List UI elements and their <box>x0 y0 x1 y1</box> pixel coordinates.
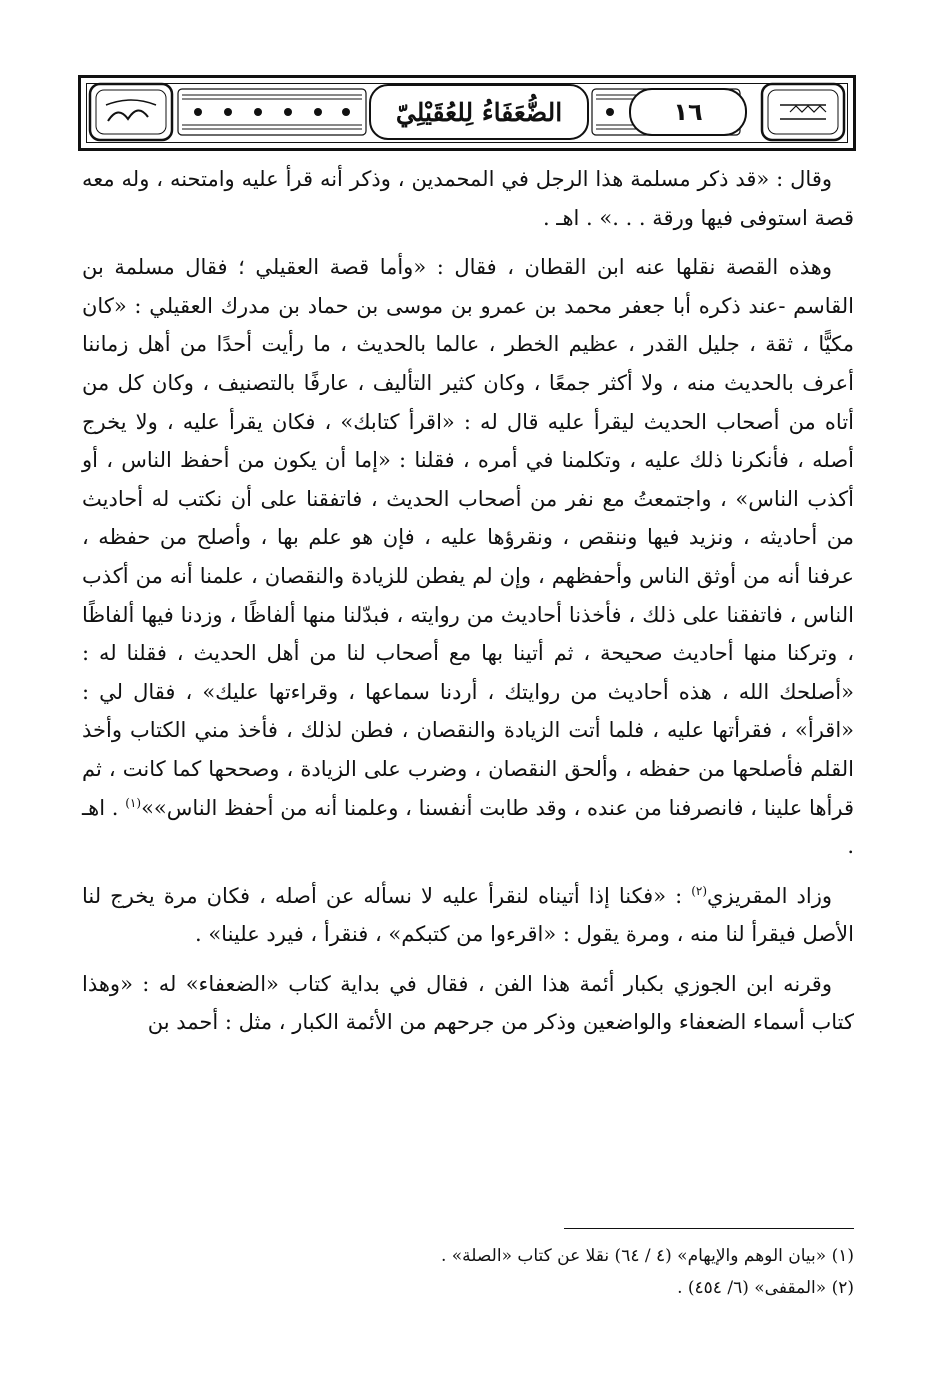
running-title: الضُّعَفَاءُ لِلعُقَيْلِيّ <box>395 97 563 127</box>
paragraph-3 <box>82 877 854 954</box>
footnotes <box>82 1240 854 1304</box>
page-header <box>78 75 856 151</box>
paragraph-4: وقرنه ابن الجوزي بكبار أئمة هذا الفن ، فقال في بداية كتاب «الضعفاء» له : «وهذا كتاب أسماء الضعفاء والواضعين وذكر من جرحهم من الأئمة الكبار ، مثل : أحمد بن <box>82 971 854 1035</box>
page-number: ١٦ <box>673 98 703 126</box>
paragraph-2-text: وهذه القصة نقلها عنه ابن القطان ، فقال : «وأما قصة العقيلي ؛ فقال مسلمة بن القاسم -عند ذكره أبا جعفر محمد بن عمرو بن موسى بن حماد بن مدرك العقيلي : «كان مكيًّا ، ثقة ، جليل القدر ، عظيم الخطر ، عالما بالحديث ، ما رأيت أحدًا من أهل زماننا أعرف بالحديث منه ، ولا أكثر جمعًا ، وكان كثير التأليف ، عارفًا بالتصنيف ، وكان كل من أتاه من أصحاب الحديث ليقرأ عليه قال له : «اقرأ كتابك» ، فكان يقرأ عليه ، ولا يخرج أصله ، فأنكرنا ذلك عليه ، وتكلمنا في أمره ، فقلنا : «إما أن يكون من أحفظ الناس ، أو أكذب الناس» ، واجتمعتُ مع نفر من أصحاب الحديث ، فاتفقنا على أن نكتب له أحاديث من أحاديثه ، ونزيد فيها وننقص ، ونقرؤها عليه ، فإن هو علم بها ، وأصلح من حفظه ، عرفنا أنه من أوثق الناس وأحفظهم ، وإن لم يفطن للزيادة والنقصان ، علمنا أنه من أكذب الناس ، فاتفقنا على ذلك ، فأخذنا أحاديث من روايته ، فبدّلنا منها ألفاظًا ، وزدنا فيها ألفاظًا ، وتركنا منها أحاديث صحيحة ، ثم أتينا بها مع أصحاب لنا من أهل الحديث ، فقلنا له : «أصلحك الله ، هذه أحاديث من روايتك ، أردنا سماعها ، وقراءتها عليك» ، فقال لي : «اقرأ» ، فقرأتها عليه ، فلما أتت الزيادة والنقصان ، فطن لذلك ، فأخذ مني الكتاب وأخذ القلم فأصلحها من حفظه ، وألحق النقصان ، وضرب على الزيادة ، وصححها كما كانت ، ثم قرأها علينا ، فانصرفنا من عنده ، وقد طابت أنفسنا ، وعلمنا أنه من أحفظ الناس»» <box>82 255 854 820</box>
footnote-separator <box>564 1228 854 1229</box>
emblem-left <box>90 84 172 140</box>
paragraph-2 <box>82 248 854 866</box>
main-text <box>82 160 854 1042</box>
paragraph-3-head: وزاد المقريزي <box>707 883 832 908</box>
paragraph-1: وقال : «قد ذكر مسلمة هذا الرجل في المحمدين ، وذكر أنه قرأ عليه وامتحنه ، وله معه قصة استوفى فيها ورقة . . .» . اهـ . <box>82 167 854 230</box>
footnote-ref-1[interactable]: (١) <box>125 795 142 810</box>
footnote-ref-2[interactable]: (٢) <box>691 883 708 898</box>
paragraph-3-tail: : «فكنا إذا أتيناه لنقرأ عليه لا نسأله عن أصله ، فكان مرة يخرج لنا الأصل فيقرأ لنا منه ، ومرة يقول : «اقرءوا من كتبكم» ، فنقرأ ، فيرد علينا» . <box>82 883 854 947</box>
footnote-1: (١) «بيان الوهم والإيهام» (٤ / ٦٤) نقلا عن كتاب «الصلة» . <box>440 1246 854 1266</box>
paragraph-2-tail: . اهـ . <box>82 795 854 859</box>
footnote-2: (٢) «المقفى» (٦/ ٤٥٤) . <box>677 1278 854 1298</box>
emblem-right <box>762 84 844 140</box>
